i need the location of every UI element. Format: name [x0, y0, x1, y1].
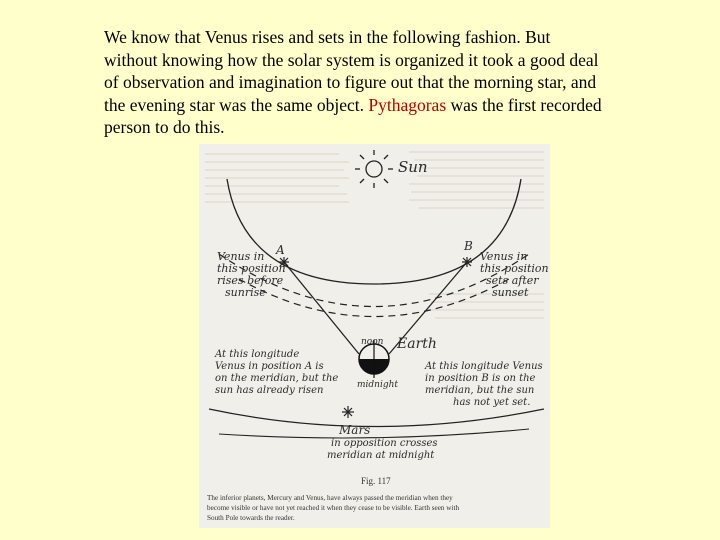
venus-diagram-figure [199, 144, 550, 528]
sightline-a [284, 262, 359, 354]
longitude-b-note: At this longitude Venus in position B is on the meridian, but the sun has not yet set. [425, 361, 543, 408]
body-line-4 [104, 94, 624, 117]
point-a-label: A [276, 243, 285, 257]
midnight-label: midnight [357, 380, 399, 390]
body-line-1: We know that Venus rises and sets in the following fashion. But [104, 27, 551, 47]
earth-orbit-arc [209, 409, 544, 427]
mars-note: in opposition crosses meridian at midnight [327, 438, 438, 461]
pythagoras-link[interactable]: Pythagoras [368, 94, 447, 115]
venus-b-note: Venus in this position sets after sunset [480, 250, 549, 299]
mars-label: Mars [339, 423, 371, 437]
earth-label: Earth [397, 336, 437, 352]
figure-number: Fig. 117 [361, 476, 391, 486]
longitude-a-note: At this longitude Venus in position A is on the meridian, but the sun has already risen [215, 349, 339, 396]
venus-diagram [199, 144, 550, 528]
mars-orbit-arc [219, 429, 529, 438]
sun-label: Sun [398, 158, 428, 176]
body-line-5: person to do this. [104, 117, 225, 137]
venus-position-b-symbol [462, 257, 472, 267]
body-line-3: of observation and imagination to figure out that the morning star, and [104, 72, 597, 92]
slide-body-text [104, 26, 624, 139]
noon-label: noon [361, 337, 384, 347]
body-line-4-start: the evening star was the same object. [104, 94, 369, 115]
body-line-2: without knowing how the solar system is organized it took a good deal [104, 49, 599, 70]
mars-symbol [342, 406, 354, 418]
body-line-4-end: was the first recorded [446, 94, 602, 115]
sun-symbol [355, 150, 393, 188]
figure-caption: The inferior planets, Mercury and Venus, have always passed the meridian when they become visible or have not yet reached it when they cease to be visible. Earth seen with South Pole towards the reader. [207, 494, 460, 522]
point-b-label: B [464, 239, 473, 253]
venus-a-note: Venus in this position rises before sunrise [217, 250, 286, 299]
